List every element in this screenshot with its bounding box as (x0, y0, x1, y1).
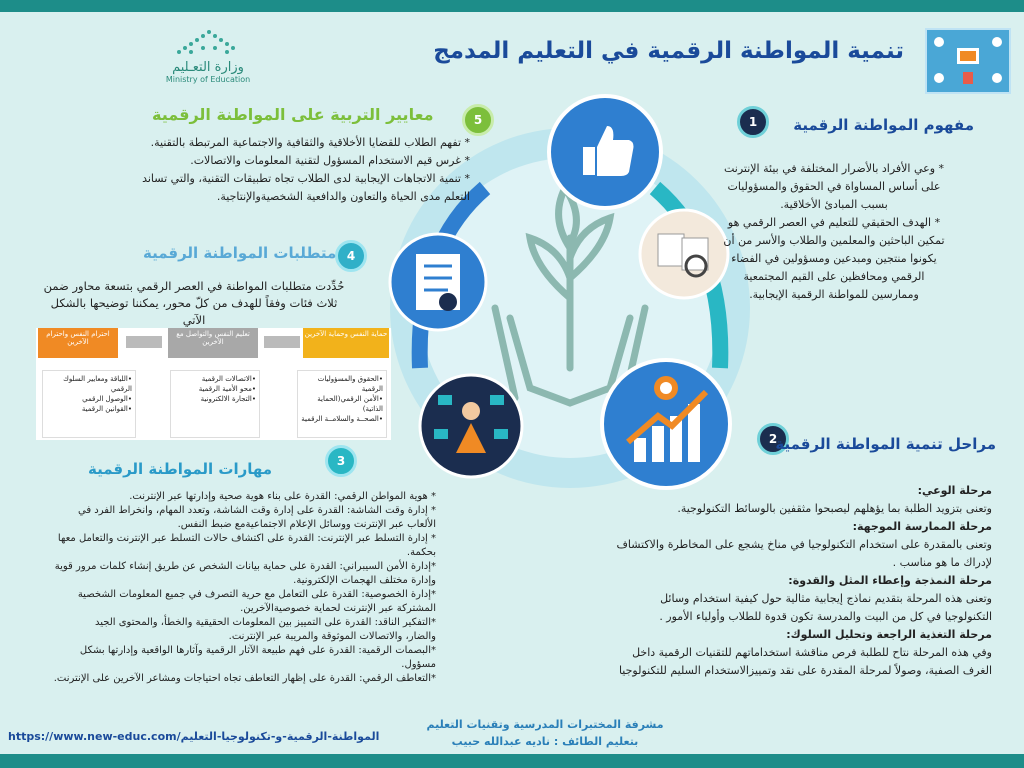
flow-card-item: •الوصول الرقمي (82, 395, 132, 403)
flow-card-item: •الأمن الرقمي(الحماية الذاتية) (317, 395, 383, 413)
s1-line: بسبب المبادئ الأخلاقية. (780, 198, 888, 211)
s2-line: وتعنى هذه المرحلة بتقديم نماذج إيجابية مثالية حول كيفية استخدام وسائل (660, 592, 992, 605)
s3-line: *إدارة الأمن السيبراني: القدرة على حماية بيانات الشخص عن طريق إنشاء كلمات مرور قوية (54, 561, 436, 572)
section-3-body (6, 490, 436, 686)
author-line-2: بتعليم الطائف : ناديه عبدالله حبيب (451, 735, 639, 748)
flow-arrow (264, 336, 300, 348)
s5-line: * تنمية الاتجاهات الإيجابية لدى الطلاب تجاه تطبيقات التقنية، والتي تساند (142, 172, 470, 185)
section-5-body (30, 134, 470, 206)
flow-box-protect: حماية النفس وحماية الآخرين (303, 328, 389, 358)
flow-card-item: •الاتصالات الرقمية (201, 375, 256, 383)
ministry-english: Ministry of Education (165, 75, 251, 84)
checklist-icon (388, 232, 488, 332)
flow-card-item: •الصحــة والسلامــة الرقمية (301, 415, 383, 423)
s2-line: لإدراك ما هو مناسب . (892, 556, 992, 569)
section-3-heading: مهارات المواطنة الرقمية (88, 460, 273, 478)
flow-card-respect (42, 370, 136, 438)
flow-box-respect: احترام النفس واحترام الآخرين (38, 328, 118, 358)
requirements-diagram (36, 328, 391, 440)
section-3-number: 3 (325, 445, 357, 477)
section-1-heading: مفهوم المواطنة الرقمية (793, 116, 974, 134)
s3-line: * إدارة وقت الشاشة: القدرة على إدارة وقت الشاشة، وتعدد المهام، وانخراط الفرد في (78, 505, 436, 516)
s2-line: الغرف الصفية، وصولاً لمرحلة المقدرة على نقد وتمييزالاستخدام السليم للتكنولوجيا (618, 664, 992, 677)
s5-line: * غرس قيم الاستخدام المسؤول لتقنية المعلومات والاتصالات. (190, 154, 470, 167)
s3-line: الألعاب عبر الإنترنت ووسائل الإعلام الاجتماعيةمع ضبط النفس. (177, 519, 436, 530)
s1-line: * وعي الأفراد بالأضرار المختلفة في بيئة الإنترنت (723, 162, 945, 175)
section-5-number: 5 (462, 104, 494, 136)
s1-line: وممارسين للمواطنة الرقمية الإيجابية. (749, 288, 919, 301)
s5-line: * تفهم الطلاب للقضايا الأخلاقية والثقافية والاجتماعية المرتبطة بالتقنية. (150, 136, 470, 149)
s3-line: والضار، والاتصالات الموثوقة والمريبة عبر الإنترنت. (228, 631, 436, 642)
section-5-heading: معايير التربية على المواطنة الرقمية (152, 105, 434, 124)
section-4-number: 4 (335, 240, 367, 272)
author-credit (420, 716, 670, 750)
ministry-arabic: وزارة التعـليم (172, 60, 244, 75)
s3-line: *إدارة الخصوصية: القدرة على التعامل مع حرية التصرف في جميع المعلومات الشخصية (77, 589, 436, 600)
s4-line: حُدِّدت متطلبات المواطنة في العصر الرقمي بتسعة محاور ضمن (43, 279, 345, 293)
s5-line: التعلم مدى الحياة والتعاون والدافعية الشخصيةوالإنتاجية. (216, 190, 470, 203)
flow-arrow (126, 336, 162, 348)
top-bar (0, 0, 1024, 12)
s2-line: التكنولوجيا في كل من البيت والمدرسة تكون قدوة للطلاب وأولياء الأمور . (659, 610, 992, 623)
s3-line: * هوية المواطن الرقمي: القدرة على بناء هوية صحية وإدارتها عبر الإنترنت. (129, 491, 436, 502)
s1-line: تمكين الباحثين والمعلمين والطلاب والأسر من أن (723, 234, 945, 247)
page-title: تنمية المواطنة الرقمية في التعليم المدمج (433, 38, 904, 64)
multitask-person-icon (418, 373, 524, 479)
section-4-body (14, 278, 374, 329)
section-2-body (522, 482, 992, 680)
s2-line: مرحلة التغذية الراجعة وتحليل السلوك: (786, 628, 992, 641)
section-4-heading: متطلبات المواطنة الرقمية (143, 244, 337, 262)
section-1-body (684, 160, 984, 304)
section-2-number: 2 (757, 423, 789, 455)
s3-line: مسؤول. (401, 659, 436, 670)
s1-line: يكونوا منتجين ومبدعين ومسؤولين في الفضاء (731, 252, 937, 265)
s1-line: * الهدف الحقيقي للتعليم في العصر الرقمي هو (727, 216, 941, 229)
s3-line: *التعاطف الرقمي: القدرة على إظهار التعاطف تجاه احتياجات ومشاعر الآخرين على الإنترنت. (53, 673, 436, 684)
source-url[interactable]: https://www.new-educ.com/المواطنة-الرقمية-و-تكنولوجيا-التعليم (8, 730, 380, 743)
s2-line: وفي هذه المرحلة نتاح للطلبة فرص مناقشة استخداماتهم للتقنيات الرقمية داخل (632, 646, 992, 659)
flow-box-educate: تعليم النفس والتواصل مع الآخرين (168, 328, 258, 358)
flow-card-item: •اللياقة ومعايير السلوك الرقمي (63, 375, 132, 393)
s3-line: بحكمة. (406, 547, 436, 558)
s2-line: وتعنى بالمقدرة على استخدام التكنولوجيا في مناخ يشجع على المخاطرة والاكتشاف (616, 538, 992, 551)
s3-line: *البصمات الرقمية: القدرة على فهم طبيعة الآثار الرقمية وآثارها الواقعية وإدارتها بشكل (79, 645, 436, 656)
bottom-bar (0, 754, 1024, 768)
flow-card-item: •الحقوق والمسؤوليات الرقمية (317, 375, 383, 393)
flow-card-protect (297, 370, 387, 438)
flow-card-item: •التجارة الالكترونية (200, 395, 256, 403)
s4-line: الآتي (182, 313, 206, 327)
s1-line: على أساس المساواة في الحقوق والمسؤوليات (727, 180, 941, 193)
thumbs-up-icon (545, 92, 665, 212)
growth-target-icon (598, 356, 734, 492)
author-line-1: مشرفة المختبرات المدرسية وتقنيات التعليم (426, 718, 664, 731)
s3-line: وإدارة مختلف الهجمات الإلكترونية. (293, 575, 436, 586)
s4-line: ثلاث فئات وفقاً للهدف من كلّ محور، يمكننا توضيحها بالشكل (50, 296, 338, 310)
s1-line: الرقمي ومحافظين على القيم المجتمعية (743, 270, 925, 283)
header-illustration (925, 28, 1011, 94)
s2-line: وتعنى بتزويد الطلبة بما يؤهلهم ليصبحوا مثقفين بالوسائط التكنولوجية. (677, 502, 992, 515)
s3-line: *التفكير الناقد: القدرة على التمييز بين المعلومات الحقيقية والخطأ، والمحتوى الجيد (95, 617, 436, 628)
flow-card-educate (170, 370, 260, 438)
s2-line: مرحلة الوعي: (917, 484, 992, 497)
flow-card-item: •القوانين الرقمية (81, 405, 132, 413)
s3-line: * إدارة التسلط عبر الإنترنت: القدرة على اكتشاف حالات التسلط عبر الإنترنت والتعامل معها (57, 533, 436, 544)
section-1-number: 1 (737, 106, 769, 138)
ministry-logo (162, 26, 254, 84)
s3-line: المشتركة عبر الإنترنت لحماية خصوصيةالآخرين. (240, 603, 436, 614)
s2-line: مرحلة الممارسة الموجهة: (852, 520, 992, 533)
section-2-heading: مراحل تنمية المواطنة الرقمية (775, 435, 996, 453)
flow-card-item: •محو الأمية الرقمية (198, 385, 256, 393)
s2-line: مرحلة النمذجة وإعطاء المثل والقدوة: (788, 574, 992, 587)
